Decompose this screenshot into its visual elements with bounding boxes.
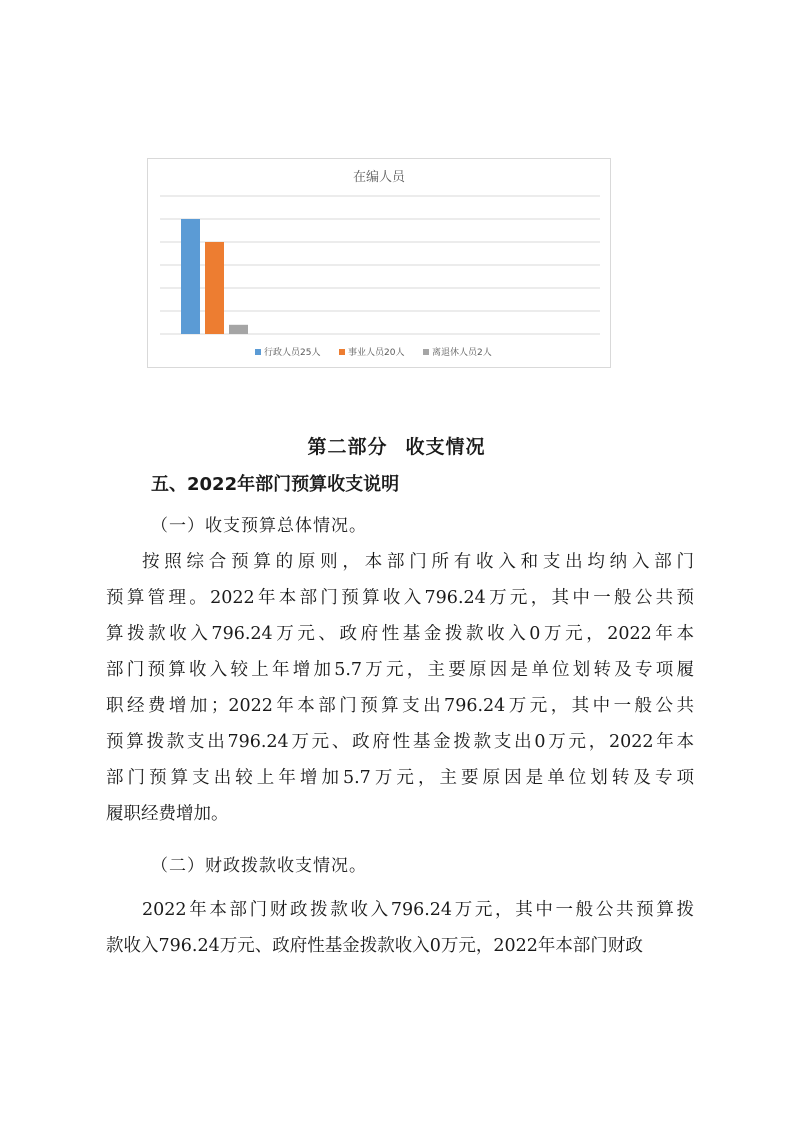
legend-swatch-1 [339,349,345,355]
paragraph-budget-overview [106,544,694,832]
part-heading-title: 收支情况 [405,436,486,458]
section-heading: 五、2022年部门预算收支说明 [151,474,400,495]
bar-1 [205,242,224,334]
part-heading [0,432,793,459]
paragraph-line: 预算管理。2022年本部门预算收入796.24万元，其中一般公共预 [106,588,694,608]
part-heading-number: 第二部分 [307,436,388,458]
chart-legend [255,346,492,358]
bar-2 [229,325,248,334]
paragraph-line: 2022年本部门财政拨款收入796.24万元，其中一般公共预算拨 [142,900,694,920]
paragraph-line: 预算拨款支出796.24万元、政府性基金拨款支出0万元，2022年本 [106,732,694,752]
chart-gridlines [160,196,600,334]
subsection-heading-2: （二）财政拨款收支情况。 [151,856,367,876]
paragraph-line: 算拨款收入796.24万元、政府性基金拨款收入0万元，2022年本 [106,624,694,644]
legend-label-2: 离退休人员2人 [432,348,492,358]
paragraph-line: 部门预算收入较上年增加5.7万元，主要原因是单位划转及专项履 [106,660,694,680]
paragraph-line: 款收入796.24万元、政府性基金拨款收入0万元，2022年本部门财政 [106,936,643,956]
paragraph-line: 履职经费增加。 [106,804,229,824]
paragraph-line: 职经费增加；2022年本部门预算支出796.24万元，其中一般公共 [106,696,694,716]
legend-label-1: 事业人员20人 [348,348,405,358]
staff-chart-svg [148,159,610,367]
paragraph-line: 按照综合预算的原则，本部门所有收入和支出均纳入部门 [142,552,694,572]
chart-title: 在编人员 [352,170,406,185]
legend-swatch-2 [423,349,429,355]
legend-swatch-0 [255,349,261,355]
subsection-heading-1: （一）收支预算总体情况。 [151,516,367,536]
chart-bars [181,219,248,334]
paragraph-fiscal-allocation [106,892,694,964]
paragraph-line: 部门预算支出较上年增加5.7万元，主要原因是单位划转及专项 [106,768,694,788]
staff-chart [147,158,611,368]
bar-0 [181,219,200,334]
legend-label-0: 行政人员25人 [264,348,321,358]
